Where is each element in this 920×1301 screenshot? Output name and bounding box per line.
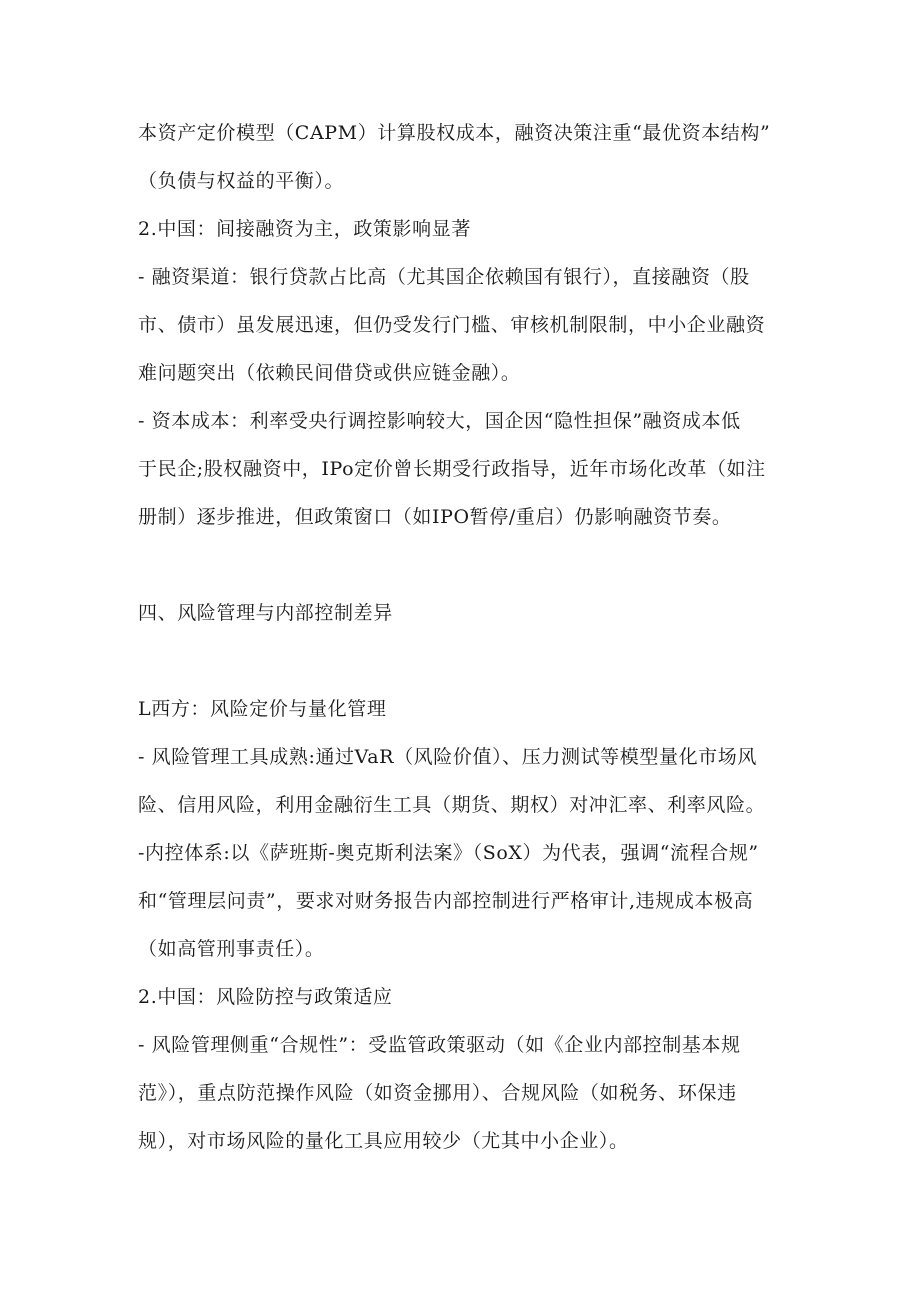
text-line: 市、债市）虽发展迅速，但仍受发行门槛、审核机制限制，中小企业融资 (138, 314, 766, 336)
section-heading: 2.中国：风险防控与政策适应 (138, 986, 393, 1008)
chapter-heading: 四、风险管理与内部控制差异 (138, 602, 393, 624)
text-line: 于民企;股权融资中，IPo定价曾长期受行政指导，近年市场化改革（如注 (138, 458, 766, 480)
section-heading: 2.中国：间接融资为主，政策影响显著 (138, 218, 471, 240)
text-line: （如高管刑事责任）。 (138, 938, 325, 960)
text-line: - 融资渠道：银行贷款占比高（尤其国企依赖国有银行），直接融资（股 (138, 266, 750, 288)
text-line: 范》），重点防范操作风险（如资金挪用）、合规风险（如税务、环保违 (138, 1082, 737, 1104)
text-line: - 风险管理侧重“合规性”：受监管政策驱动（如《企业内部控制基本规 (138, 1034, 741, 1056)
text-line: 规），对市场风险的量化工具应用较少（尤其中小企业）。 (138, 1130, 629, 1152)
text-line: 册制）逐步推进，但政策窗口（如IPO暂停/重启）仍影响融资节奏。 (138, 506, 732, 528)
text-line: 难问题突出（依赖民间借贷或供应链金融）。 (138, 362, 521, 384)
text-line: 和“管理层问责”，要求对财务报告内部控制进行严格审计,违规成本极高 (138, 890, 754, 912)
text-line: （负债与权益的平衡）。 (138, 170, 345, 192)
text-line: -内控体系:以《萨班斯-奥克斯利法案》（SoX）为代表，强调“流程合规” (138, 842, 759, 864)
text-line: 本资产定价模型（CAPM）计算股权成本，融资决策注重“最优资本结构” (138, 122, 771, 144)
text-line: 险、信用风险，利用金融衍生工具（期货、期权）对冲汇率、利率风险。 (138, 794, 766, 816)
text-line: - 资本成本：利率受央行调控影响较大，国企因“隐性担保”融资成本低 (138, 410, 741, 432)
text-line: - 风险管理工具成熟:通过VaR（风险价值）、压力测试等模型量化市场风 (138, 746, 757, 768)
section-heading: L西方：风险定价与量化管理 (138, 698, 387, 720)
